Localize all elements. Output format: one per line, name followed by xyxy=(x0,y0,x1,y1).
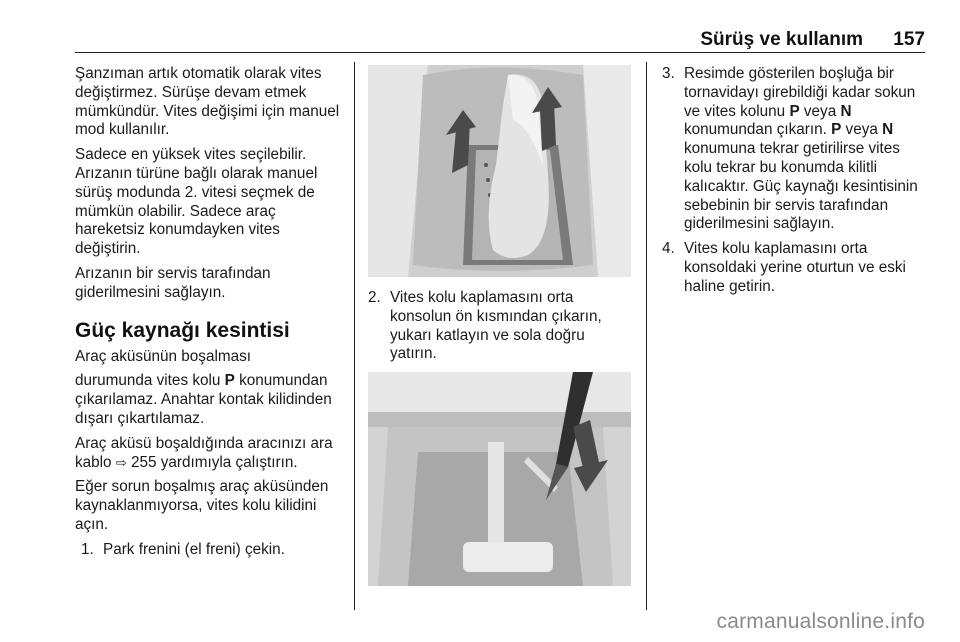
gear-p-label: P xyxy=(831,121,842,139)
paragraph-auto-shift: Şanzıman artık otomatik olarak vites değiştirmez. Sürüşe devam etmek mümkündür. Vites değişimi için manuel mod kullanılır. xyxy=(75,65,340,139)
gear-p-label: P xyxy=(789,102,800,120)
screwdriver-release-illustration xyxy=(368,372,631,586)
chapter-title: Sürüş ve kullanım xyxy=(700,29,863,50)
step-number: 1. xyxy=(81,540,94,558)
step-text: Vites kolu kaplamasını orta konsolun ön kısmından çıkarın, yukarı katlayın ve sola doğru yatırın. xyxy=(390,289,602,363)
step-1 xyxy=(75,541,343,560)
paragraph-battery: durumunda vites kolu P konumundan çıkarılamaz. Anahtar kontak kilidinden dışarı çıkartılamaz. xyxy=(75,372,332,427)
gear-p-label: P xyxy=(224,372,235,390)
paragraph-highest-gear: Sadece en yüksek vites seçilebilir. Arızanın türüne bağlı olarak manuel sürüş modunda 2. vitesi seçmek de mümkün olabilir. Sadece araç hareketsiz konumdayken vites değiştirin. xyxy=(75,146,318,258)
gear-n-label: N xyxy=(840,102,852,120)
column-right xyxy=(662,65,928,303)
step-4 xyxy=(662,240,928,296)
column-left xyxy=(75,65,343,566)
column-divider-left xyxy=(354,62,355,610)
page-reference-link[interactable]: 255 yardımıyla çalıştırın. xyxy=(126,453,298,471)
page-header xyxy=(75,26,925,53)
step-2 xyxy=(368,289,634,364)
step-text: Park frenini (el freni) çekin. xyxy=(103,540,285,558)
paragraph-jump-start: Araç aküsü boşaldığında aracınızı ara kablo ⇨ 255 yardımıyla çalıştırın. xyxy=(75,434,333,471)
step-number: 3. xyxy=(662,65,675,82)
subheading-battery: Araç aküsünün boşalması xyxy=(75,347,252,365)
page-number: 157 xyxy=(893,29,925,50)
watermark: carmanualsonline.info xyxy=(716,610,925,633)
gear-lever-cover-illustration xyxy=(368,65,631,277)
step-text: Resimde gösterilen boşluğa bir tornavidayı girebildiği kadar sokun ve vites kolunu P veya N konumundan çıkarın. P veya N konumuna tekrar getirilirse vites kolu tekrar bu konumda kilitli kalıcaktır. Güç kaynağı kesintisinin sebebinin bir servis tarafından giderilmesini sağlayın. xyxy=(684,65,918,233)
page-reference-arrow-icon: ⇨ xyxy=(115,454,127,470)
paragraph-unlock: Eğer sorun boşalmış araç aküsünden kaynaklanmıyorsa, vites kolu kilidini açın. xyxy=(75,478,329,533)
step-number: 4. xyxy=(662,240,675,258)
column-middle xyxy=(368,65,634,586)
column-divider-right xyxy=(646,62,647,610)
step-number: 2. xyxy=(368,289,381,306)
paragraph-service: Arızanın bir servis tarafından giderilmesini sağlayın. xyxy=(75,264,271,301)
step-3 xyxy=(662,65,928,234)
step-text: Vites kolu kaplamasını orta konsoldaki yerine oturtun ve eski haline getirin. xyxy=(684,240,906,295)
gear-n-label: N xyxy=(882,121,894,139)
section-title: Güç kaynağı kesintisi xyxy=(75,318,290,342)
